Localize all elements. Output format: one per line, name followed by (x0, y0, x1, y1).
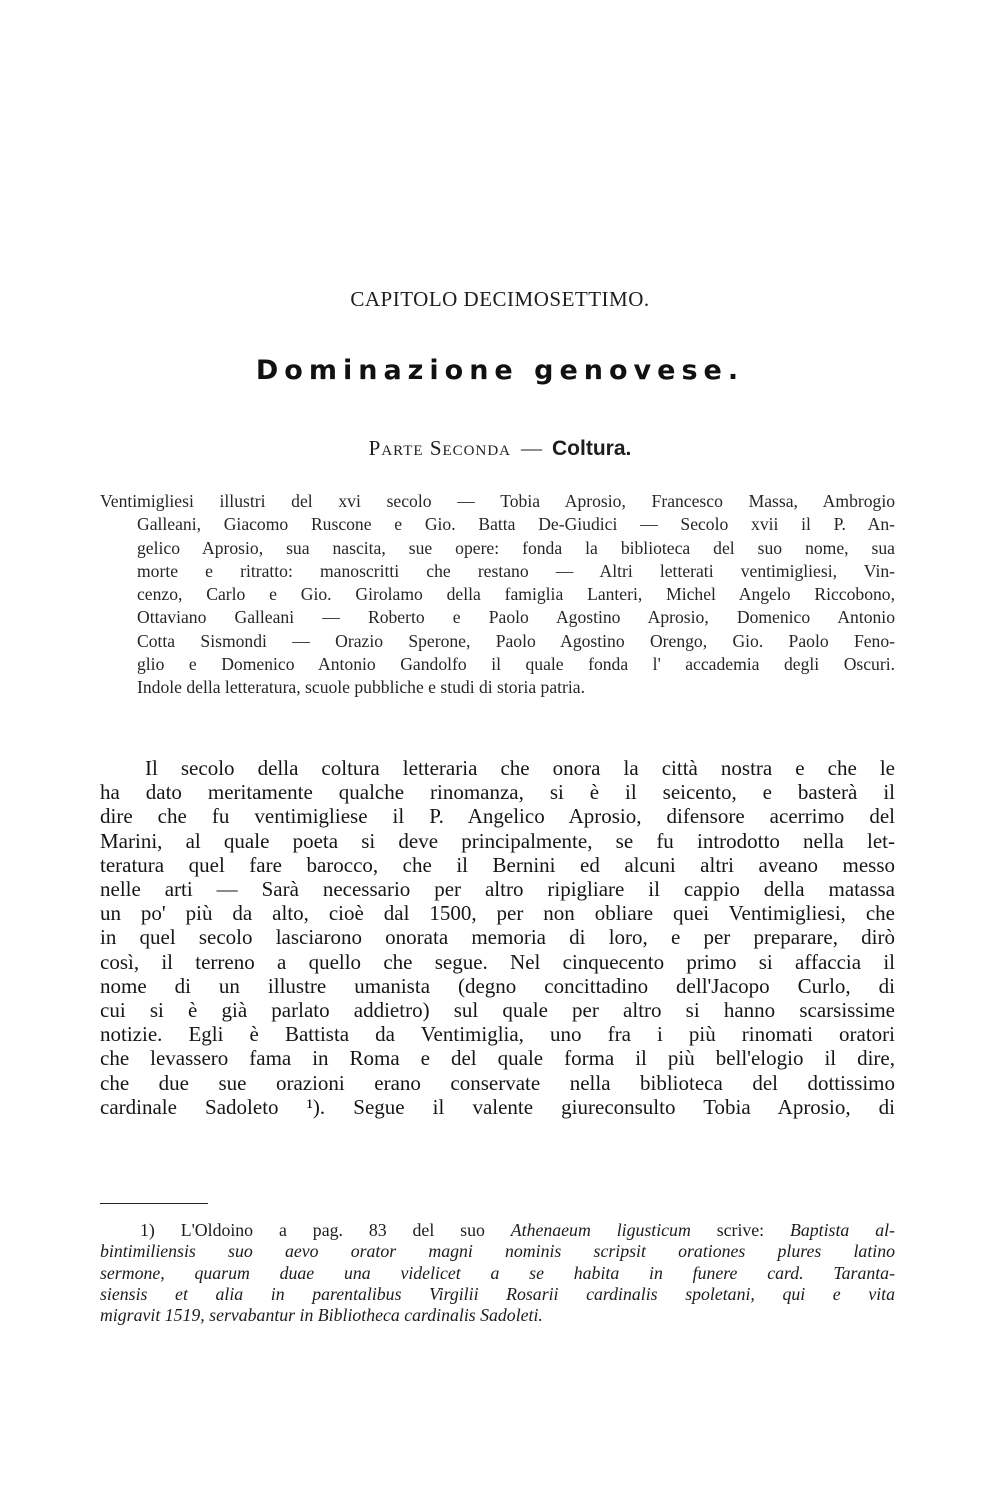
body-line: nelle arti — Sarà necessario per altro ripigliare il cappio della matassa (100, 877, 895, 902)
footnote-quote: Baptista al- (790, 1220, 895, 1240)
summary-line: Cotta Sismondi — Orazio Sperone, Paolo Agostino Orengo, Gio. Paolo Feno- (137, 630, 895, 651)
summary-line: glio e Domenico Antonio Gandolfo il quale fonda l' accademia degli Oscuri. (137, 654, 895, 675)
footnote (100, 1220, 895, 1326)
body-line: che levassero fama in Roma e del quale forma il più bell'elogio il dire, (100, 1046, 895, 1071)
footnote-line (100, 1220, 895, 1241)
section-title: Dominazione genovese. (255, 355, 745, 386)
footnote-quote-line: bintimiliensis suo aevo orator magni nominis scripsit orationes plures latino (100, 1241, 895, 1262)
body-line: teratura quel fare barocco, che il Bernini ed alcuni altri aveano messo (100, 852, 895, 877)
chapter-summary (100, 490, 895, 700)
summary-line: morte e ritratto: manoscritti che restano — Altri letterati ventimigliesi, Vin- (137, 560, 895, 581)
body-line: in quel secolo lasciarono onorata memoria di loro, e per preparare, dirò (100, 925, 895, 950)
footnote-text: 1) L'Oldoino a pag. 83 del suo (140, 1220, 511, 1240)
part-subject: Coltura. (552, 437, 632, 460)
body-line: così, il terreno a quello che segue. Nel cinquecento primo si affaccia il (100, 949, 895, 974)
body-line: Marini, al quale poeta si deve principalmente, se fu introdotto nella let- (100, 828, 895, 853)
summary-line: Indole della letteratura, scuole pubbliche e studi di storia patria. (137, 677, 585, 698)
body-line: un po' più da alto, cioè dal 1500, per non obliare quei Ventimigliesi, che (100, 901, 895, 926)
summary-line: cenzo, Carlo e Gio. Girolamo della famiglia Lanteri, Michel Angelo Riccobono, (137, 584, 895, 605)
summary-line: Ottaviano Galleani — Roberto e Paolo Agostino Aprosio, Domenico Antonio (137, 607, 895, 628)
summary-line: Ventimigliesi illustri del xvi secolo — Tobia Aprosio, Francesco Massa, Ambrogio (100, 491, 895, 511)
part-heading (0, 436, 1000, 461)
body-line: Il secolo della coltura letteraria che onora la città nostra e che le (145, 756, 895, 780)
body-line: notizie. Egli è Battista da Ventimiglia, uno fra i più rinomati oratori (100, 1022, 895, 1047)
footnote-title: Athenaeum ligusticum (510, 1220, 691, 1240)
body-line: ha dato meritamente qualche rinomanza, si è il seicento, e basterà il (100, 780, 895, 805)
body-line: nome di un illustre umanista (degno concittadino dell'Jacopo Curlo, di (100, 973, 895, 998)
body-line: cardinale Sadoleto ¹). Segue il valente giureconsulto Tobia Aprosio, di (100, 1094, 895, 1119)
footnote-quote-line: migravit 1519, servabantur in Bibliotheca cardinalis Sadoleti. (100, 1305, 543, 1326)
body-line: che due sue orazioni erano conservate nella biblioteca del dottissimo (100, 1070, 895, 1095)
body-line: cui si è già parlato addietro) sul quale per altro si hanno scarsissime (100, 998, 895, 1023)
chapter-title: CAPITOLO DECIMOSETTIMO. (350, 287, 650, 311)
part-label: Parte Seconda (368, 436, 512, 460)
footnote-text: scrive: (690, 1220, 791, 1240)
body-paragraph (100, 756, 895, 1119)
body-line: dire che fu ventimigliese il P. Angelico Aprosio, difensore acerrimo del (100, 804, 895, 829)
part-dash: — (521, 436, 543, 460)
summary-line: Galleani, Giacomo Ruscone e Gio. Batta De-Giudici — Secolo xvii il P. An- (137, 514, 895, 535)
footnote-quote-line: siensis et alia in parentalibus Virgilii Rosarii cardinalis spoletani, qui e vita (100, 1283, 895, 1304)
summary-line: gelico Aprosio, sua nascita, sue opere: fonda la biblioteca del suo nome, sua (137, 537, 895, 558)
footnote-quote-line: sermone, quarum duae una videlicet a se habita in funere card. Taranta- (100, 1262, 895, 1283)
footnote-separator (100, 1203, 208, 1204)
